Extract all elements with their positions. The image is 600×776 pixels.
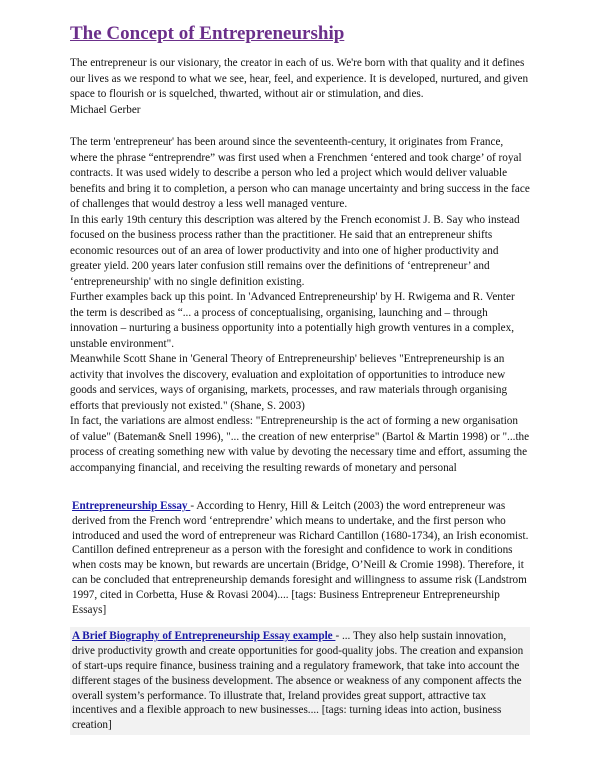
related-essay-link[interactable]: A Brief Biography of Entrepreneurship Essay example bbox=[72, 630, 336, 643]
related-essay-link[interactable]: Entrepreneurship Essay bbox=[72, 500, 191, 512]
document-title: The Concept of Entrepreneurship bbox=[70, 23, 345, 44]
spacer bbox=[70, 619, 530, 627]
quote-author: Michael Gerber bbox=[70, 103, 141, 116]
intro-quote: The entrepreneur is our visionary, the creator in each of us. We're born with that quality and it defines our lives as we respond to what we see, hear, feel, and experience. It is developed, nurtured, and given space to flourish or is squelched, thwarted, without air or stimulation, and dies. bbox=[70, 57, 529, 100]
spacer bbox=[70, 118, 530, 135]
related-essay-summary: - ... They also help sustain innovation, drive productivity growth and create opportunities for good-quality jobs. The creation and expansion of start-ups require finance, business training and a regulatory framework, that take into account the different stages of the business development. The absence or weakness of any component affects the overall system’s performance. To illustrate that, Ireland provides great support, attractive tax incentives and a flexible approach to new businesses.... [tags: turning ideas into action, business creation] bbox=[72, 630, 524, 732]
body-paragraph: Further examples back up this point. In 'Advanced Entrepreneurship' by H. Rwigema and R. Venter the term is described as “... a process of conceptualising, organising, launching and – through innovation – nurturing a business opportunity into a potentially high growth ventures in a complex, unstable environment". bbox=[70, 291, 515, 350]
related-essay-summary: - According to Henry, Hill & Leitch (2003) the word entrepreneur was derived from the French word ‘entreprendre’ which means to undertake, and the first person who introduced and used the word of entrepreneur was Richard Cantillon (1680-1734), an Irish economist. Cantillon defined entrepreneur as a person with the foresight and confidence to work in conditions when costs may be known, but rewards are uncertain (Bridge, O’Neill & Cromie 1998). Therefore, it can be concluded that entrepreneurship demands foresight and willingness to assume risk (Landstrom 1997, cited in Corbetta, Huse & Rovasi 2004).... [tags: Business Entrepreneur Entrepreneurship Essays] bbox=[72, 500, 529, 616]
related-essay-item bbox=[70, 627, 530, 735]
document-page bbox=[70, 22, 530, 735]
body-paragraph: The term 'entrepreneur' has been around since the seventeenth-century, it originates from France, where the phrase “entreprendre” was first used when a Frenchmen ‘entered and took charge’ of royal contracts. It was used widely to describe a person who led a project which would deliver valuable benefits and bring it to completion, a person who can manage uncertainty and bring success in the face of challenges that would destroy a less well managed venture. bbox=[70, 136, 530, 210]
body-paragraph: Meanwhile Scott Shane in 'General Theory of Entrepreneurship' believes "Entrepreneurship is an activity that involves the discovery, evaluation and exploitation of opportunities to introduce new goods and services, ways of organising, markets, processes, and raw materials through organising efforts that previously not existed." (Shane, S. 2003) bbox=[70, 353, 508, 412]
body-paragraph: In fact, the variations are almost endless: "Entrepreneurship is the act of forming a new organisation of value" (Bateman& Snell 1996), "... the creation of new enterprise" (Bartol & Martin 1998) or "...the process of creating something new with value by devoting the necessary time and effort, assuming the accompanying financial, and receiving the resulting rewards of monetary and personal bbox=[70, 415, 530, 474]
body-paragraph: In this early 19th century this description was altered by the French economist J. B. Say who instead focused on the business process rather than the practitioner. He said that an entrepreneur shifts economic resources out of an area of lower productivity and into one of higher productivity and greater yield. 200 years later confusion still remains over the definitions of ‘entrepreneur’ and ‘entrepreneurship' with no single definition existing. bbox=[70, 213, 520, 288]
related-essay-item bbox=[70, 497, 530, 619]
spacer bbox=[70, 476, 530, 497]
